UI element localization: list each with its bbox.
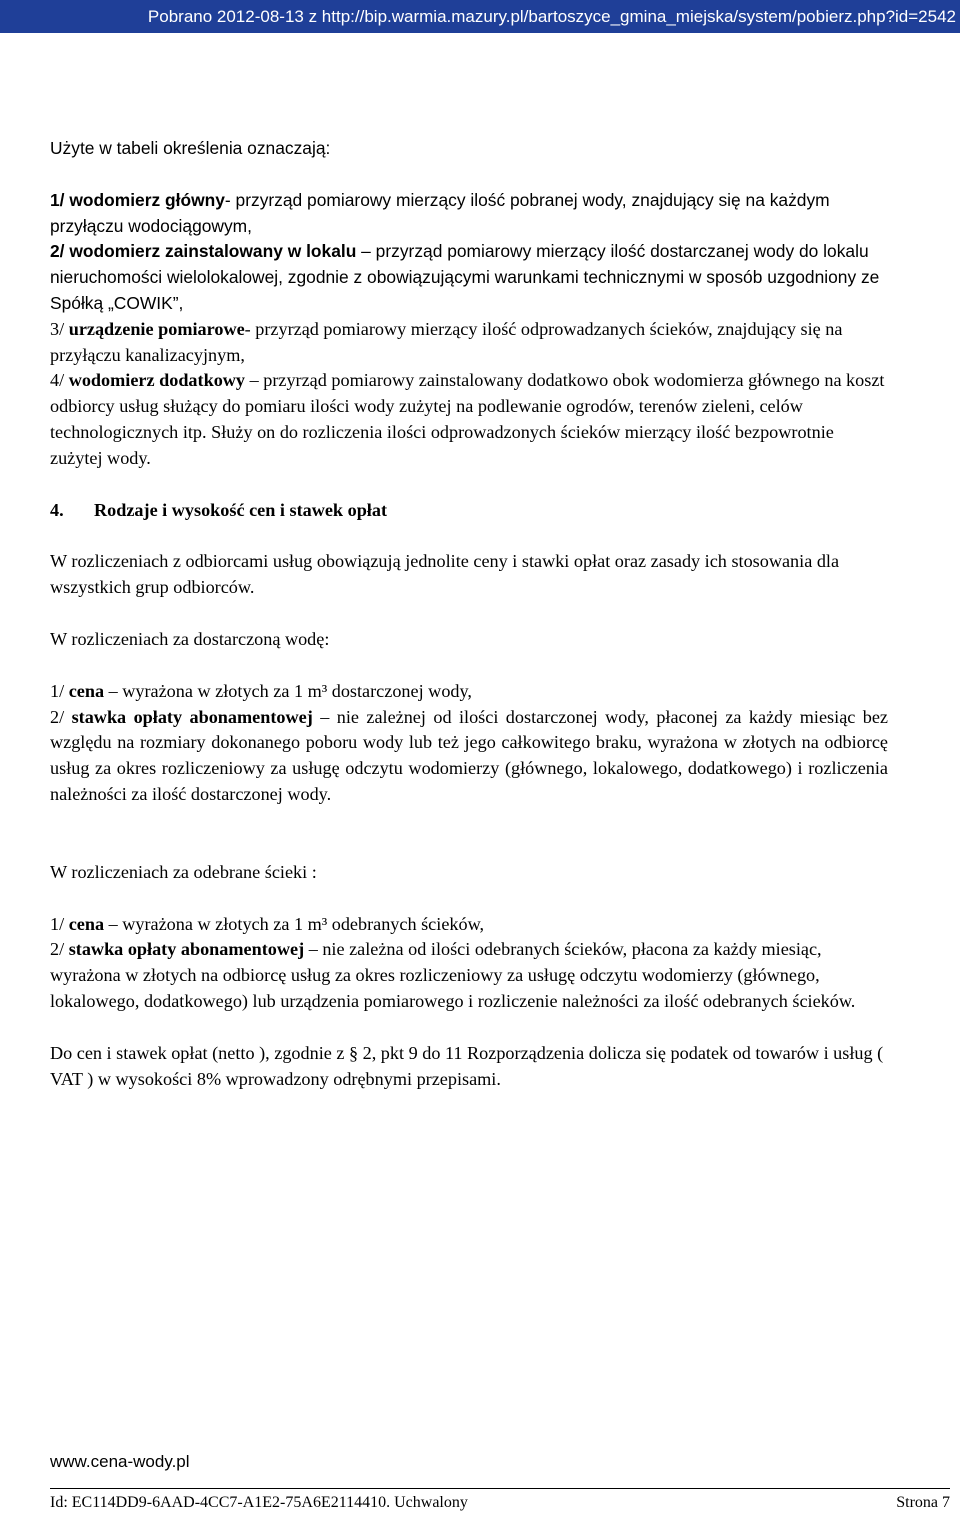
section-number: 4. xyxy=(50,499,64,520)
water-heading: W rozliczeniach za dostarczoną wodę: xyxy=(50,628,330,649)
sewage-price-item: 1/ cena – wyrażona w złotych za 1 m³ odebranych ścieków, xyxy=(50,913,485,934)
water-price-item: 1/ cena – wyrażona w złotych za 1 m³ dostarczonej wody, xyxy=(50,680,472,701)
definition-measuring-device: 3/ urządzenie pomiarowe- przyrząd pomiarowy mierzący ilość odprowadzanych ścieków, znajdujący się na przyłączu kanalizacyjnym, xyxy=(50,318,843,365)
page-footer xyxy=(50,1492,950,1514)
sewage-subscription-item: 2/ stawka opłaty abonamentowej – nie zależna od ilości odebranych ścieków, płacona za każdy miesiąc, wyrażona w złotych na odbiorcę usług za okres rozliczeniowy za usługę odczytu wodomierzy (głównego, lokalowego, dodatkowego) lub urządzenia pomiarowego i rozliczenie należności za ilość odebranych ścieków. xyxy=(50,939,856,1011)
document-id: Id: EC114DD9-6AAD-4CC7-A1E2-75A6E2114410. Uchwalony xyxy=(50,1494,468,1511)
download-source-link[interactable]: Pobrano 2012-08-13 z http://bip.warmia.mazury.pl/bartoszyce_gmina_miejska/system/pobierz.php?id=2542 xyxy=(147,7,956,26)
term-main-meter: 1/ wodomierz główny xyxy=(50,189,225,210)
definitions-intro: Użyte w tabeli określenia oznaczają: xyxy=(50,138,331,158)
download-source-bar xyxy=(0,0,960,33)
page-number: Strona 7 xyxy=(896,1494,950,1511)
definition-apartment-meter: 2/ wodomierz zainstalowany w lokalu – przyrząd pomiarowy mierzący ilość dostarczanej wody do lokalu nieruchomości wielolokalowej, zgodnie z obowiązującymi warunkami technicznymi w sposób uzgodniony ze Spółką „COWIK”, xyxy=(50,241,880,313)
definition-additional-meter: 4/ wodomierz dodatkowy – przyrząd pomiarowy zainstalowany dodatkowo obok wodomierza głównego na koszt odbiorcy usług służący do pomiaru ilości wody zużytej na podlewanie ogrodów, terenów zieleni, celów technologicznych itp. Służy on do rozliczenia ilości odprowadzonych ścieków mierzący ilość bezpowrotnie zużytej wody. xyxy=(50,370,885,468)
section-heading xyxy=(50,498,888,524)
term-apartment-meter: 2/ wodomierz zainstalowany w lokalu xyxy=(50,241,357,262)
term-measuring-device: urządzenie pomiarowe xyxy=(68,318,245,339)
section-title: Rodzaje i wysokość cen i stawek opłat xyxy=(94,499,388,520)
term-additional-meter: wodomierz dodatkowy xyxy=(68,370,246,391)
water-subscription-item: 2/ stawka opłaty abonamentowej – nie zależnej od ilości dostarczonej wody, płaconej za każdy miesiąc bez względu na rozmiary dokonanego poboru wody lub też jego całkowitego braku, wyrażona w złotych na odbiorcę usług za okres rozliczeniowy za usługę odczytu wodomierzy (głównego, lokalowego, dodatkowego) i rozliczenia należności za ilość dostarczonej wody. xyxy=(50,706,888,804)
uniform-prices-paragraph: W rozliczeniach z odbiorcami usług obowiązują jednolite ceny i stawki opłat oraz zasady ich stosowania dla wszystkich grup odbiorców. xyxy=(50,551,840,598)
sewage-heading: W rozliczeniach za odebrane ścieki : xyxy=(50,861,317,882)
footer-site-link[interactable]: www.cena-wody.pl xyxy=(50,1452,190,1471)
vat-paragraph: Do cen i stawek opłat (netto ), zgodnie z § 2, pkt 9 do 11 Rozporządzenia dolicza się podatek od towarów i usług ( VAT ) w wysokości 8% wprowadzony odrębnymi przepisami. xyxy=(50,1042,884,1089)
definition-main-meter: 1/ wodomierz główny- przyrząd pomiarowy mierzący ilość pobranej wody, znajdujący się na każdym przyłączu wodociągowym, xyxy=(50,189,830,236)
document-body xyxy=(50,136,888,1092)
footer-divider xyxy=(50,1488,950,1489)
